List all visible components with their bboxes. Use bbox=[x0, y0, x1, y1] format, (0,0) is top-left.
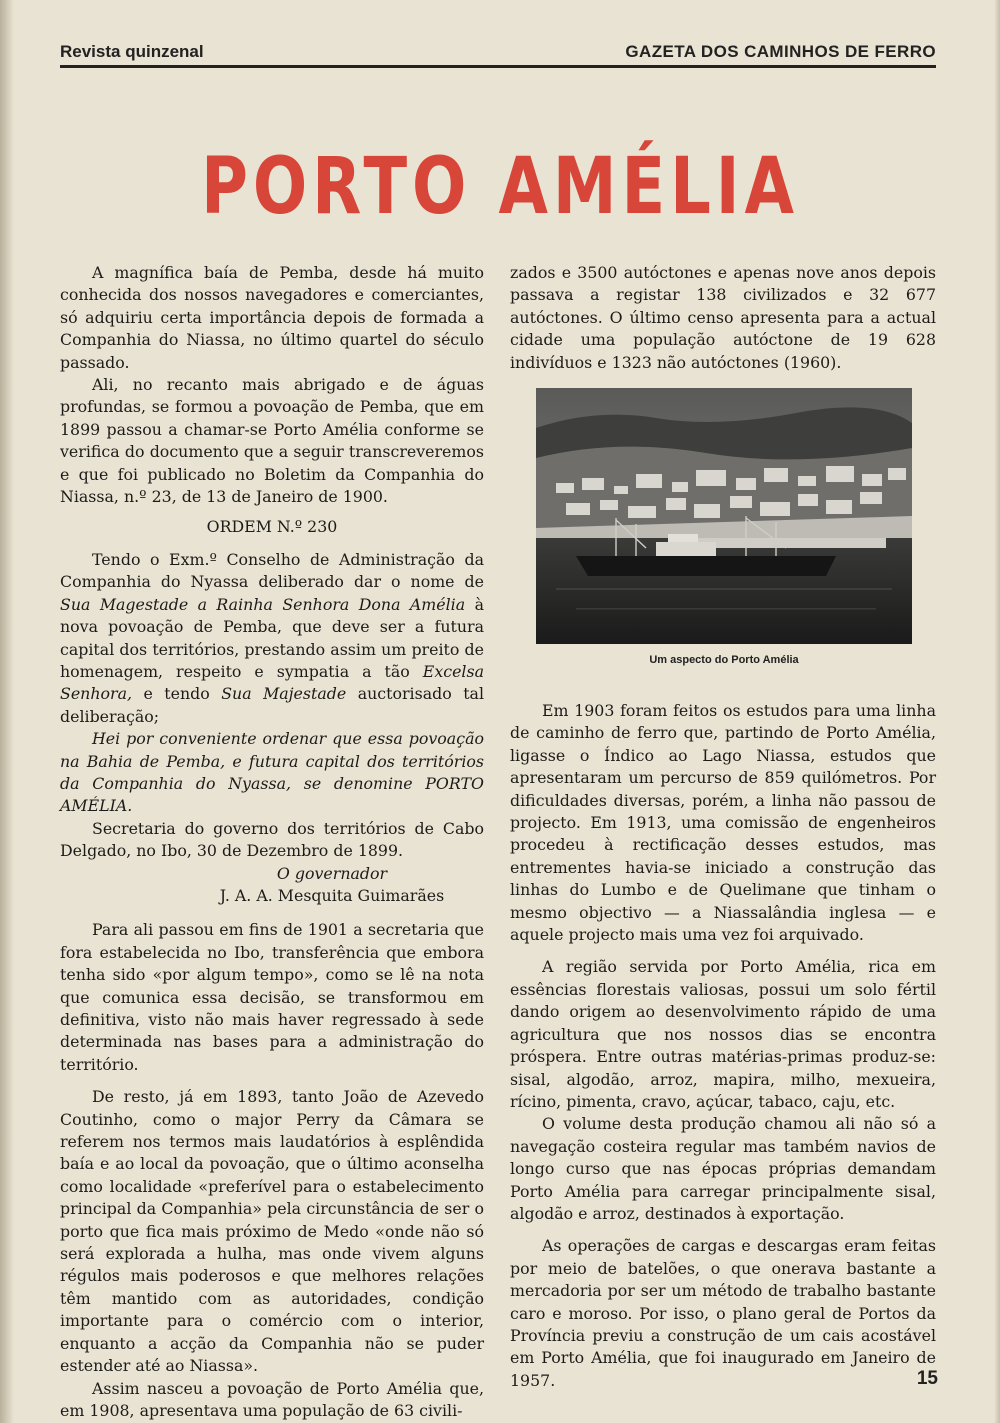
photo-caption: Um aspecto do Porto Amélia bbox=[649, 654, 799, 666]
text-run-italic: Sua Magestade a Rainha Senhora Dona Amélia bbox=[60, 594, 466, 614]
paragraph: Secretaria do governo dos territórios de Cabo Delgado, no Ibo, 30 de Dezembro de 1899. bbox=[60, 818, 484, 861]
page-edge-shadow bbox=[0, 0, 14, 1423]
running-head bbox=[60, 38, 936, 68]
page-number: 15 bbox=[916, 1368, 938, 1389]
paragraph: De resto, já em 1893, tanto João de Azevedo Coutinho, como o major Perry da Câmara se referem nos termos mais laudatórios à esplêndida baía e ao local da povoação, que o último aconselha como localidade «preferível para o estabelecimento principal da Companhia» pela circunstância de ser o porto que fica mais próximo de Medo «onde não só será explorada a hulha, mas onde vivem alguns régulos mais poderosos e que melhores relações têm mantido com as autoridades, condição importante para o comércio com o interior, enquanto a acção da Companhia não se puder estender até ao Niassa». bbox=[60, 1087, 484, 1376]
paragraph: O volume desta produção chamou ali não só a navegação costeira regular mas também navios de longo curso que nas épocas próprias demandam Porto Amélia para carregar principalmente sisal, algodão e arroz, destinados à exportação. bbox=[510, 1114, 936, 1223]
text-run: à nova povoação de Pemba, que deve ser a futura capital dos territórios, prestando assim um preito de homenagem, respeito e sympatia a tão bbox=[60, 594, 484, 681]
running-head-left: Revista quinzenal bbox=[60, 42, 204, 61]
paragraph: A região servida por Porto Amélia, rica em essências florestais valiosas, possui um solo fértil dando origem ao desenvolvimento rápido de uma agricultura que nos nossos dias se encontra próspera. Entre outras matérias-primas produz-se: sisal, algodão, arroz, mapira, milho, mexueira, rícino, pimenta, cravo, açúcar, tabaco, caju, etc. bbox=[510, 957, 936, 1111]
text-column-left bbox=[60, 262, 484, 1422]
paragraph: A magnífica baía de Pemba, desde há muito conhecida dos nossos navegadores e comerciantes, só adquiriu certa importância depois de formada a Companhia do Niassa, no último quartel do século passado. bbox=[60, 263, 484, 372]
header-rule bbox=[60, 65, 936, 68]
text-run: auctorisado tal deliberação; bbox=[60, 684, 485, 726]
paragraph-continued: zados e 3500 autóctones e apenas nove anos depois passava a registar 138 civilizados e 32 677 autóctones. O último censo apresenta para a actual cidade uma população autóctone de 19 628 indivíduos e 1323 não autóctones (1960). bbox=[510, 263, 936, 372]
page-edge-shadow-right bbox=[994, 0, 1000, 1423]
paragraph: As operações de cargas e descargas eram feitas por meio de batelões, o que onerava bastante a mercadoria por ser um método de trabalho bastante caro e moroso. Por isso, o plano geral de Portos da Província previu a construção de um cais acostável em Porto Amélia, que foi inaugurado em Janeiro de 1957. bbox=[510, 1236, 936, 1390]
signature-name: J. A. A. Mesquita Guimarães bbox=[219, 885, 445, 905]
paragraph-decree bbox=[60, 549, 484, 728]
paragraph: Em 1903 foram feitos os estudos para uma linha de caminho de ferro que, partindo de Porto Amélia, ligasse o Índico ao Lago Niassa, estudos que apresentaram um percurso de 859 quilómetros. Por dificuldades diversas, porém, a linha não passou de projecto. Em 1913, uma comissão de engenheiros procedeu à rectificação desses estudos, mas entrementes havia-se iniciado a construção das linhas do Lumbo e de Quelimane que tinham o mesmo objectivo — a Niassalândia inglesa — e aquele projecto mais uma vez foi arquivado. bbox=[510, 701, 936, 945]
article-title: PORTO AMÉLIA bbox=[201, 142, 799, 232]
text-run-italic: Sua Majestade bbox=[221, 684, 347, 704]
paragraph: Para ali passou em fins de 1901 a secretaria que fora estabelecida no Ibo, transferência que embora tenha sido «por algum tempo», como se lê na nota que comunica essa decisão, se transformou em definitiva, visto não mais haver regressado à sede determinada nas bases para a administração do território. bbox=[60, 920, 484, 1074]
paragraph: Ali, no recanto mais abrigado e de águas profundas, se formou a povoação de Pemba, que em 1899 passou a chamar-se Porto Amélia conforme se verifica do documento que a seguir transcreveremos e que foi publicado no Boletim da Companhia do Niassa, n.º 23, de 13 de Janeiro de 1900. bbox=[60, 375, 484, 507]
text-column-right-top bbox=[510, 262, 936, 374]
order-heading: ORDEM N.º 230 bbox=[206, 517, 338, 537]
text-column-right-bottom bbox=[510, 700, 936, 1392]
running-head-right: GAZETA DOS CAMINHOS DE FERRO bbox=[625, 42, 936, 61]
harbour-photo-illustration bbox=[536, 388, 912, 644]
paragraph-decree-italic: Hei por conveniente ordenar que essa povoação na Bahia de Pemba, e futura capital dos territórios da Companhia do Nyassa, se denomine PORTO AMÉLIA. bbox=[60, 729, 484, 816]
text-run: Tendo o Exm.º Conselho de Administração da Companhia do Nyassa deliberado dar o nome de bbox=[60, 549, 484, 592]
signature-title: O governador bbox=[276, 863, 388, 883]
text-run: e tendo bbox=[143, 684, 210, 704]
paragraph: Assim nasceu a povoação de Porto Amélia que, em 1908, apresentava uma população de 63 civili- bbox=[60, 1378, 484, 1420]
text-run-italic: Excelsa Senhora, bbox=[60, 661, 485, 704]
harbour-photo bbox=[536, 388, 912, 644]
